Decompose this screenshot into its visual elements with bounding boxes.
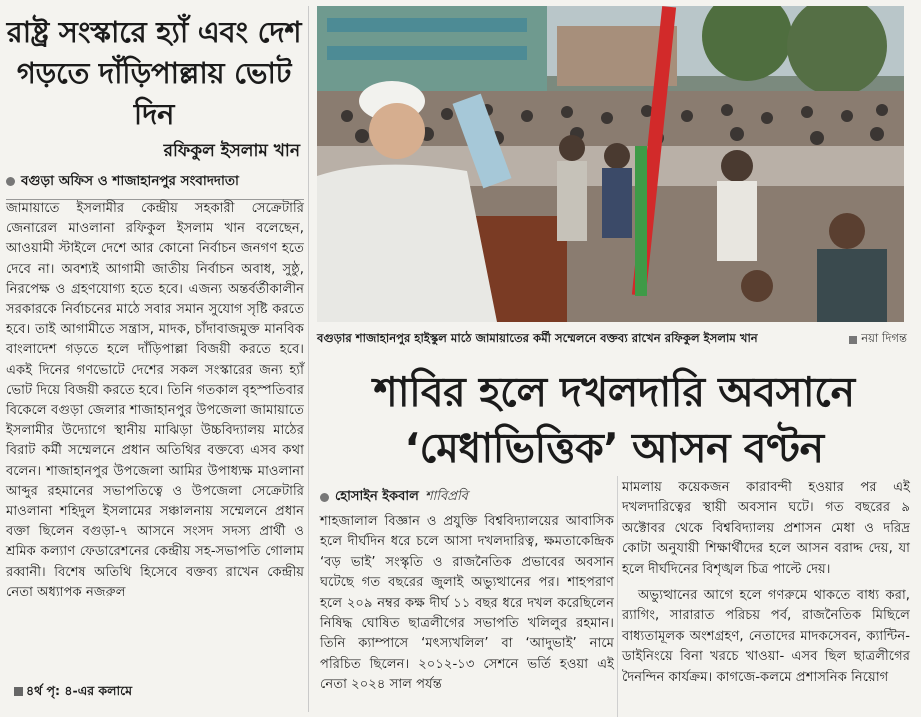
left-jump-text: ৪র্থ পৃ: ৪-এর কলামে [26, 683, 133, 698]
photo-credit-text: নয়া দিগন্ত [861, 331, 907, 345]
left-byline: রফিকুল ইসলাম খান [163, 141, 300, 161]
news-photo [317, 6, 904, 322]
right-article-col2-p1: মামলায় কয়েকজন কারাবন্দী হওয়ার পর এই দখলদারিত্বের স্থায়ী অবসান ঘটে। গত বছরের ৯ অক্টোবর থেকে বিশ্ববিদ্যালয় প্রশাসন মেধা ও দরিদ্র কোটা অনুযায়ী শিক্ষার্থীদের হলে আসন বরাদ্দ দেয়, যা হলে দীর্ঘদিনের বিশৃঙ্খল চিত্র পাল্টে দেয়। [622, 480, 910, 577]
square-bullet-icon [849, 336, 857, 344]
right-org: শাবিপ্রবি [424, 489, 468, 504]
column-divider [617, 476, 618, 717]
right-article-col2-p2: অভ্যুত্থানের আগে হলে গণরুমে থাকতে বাধ্য করা, র‍্যাগিং, সারারাত পরিচয় পর্ব, রাজনৈতিক মিছিলে বাধ্যতামূলক অংশগ্রহণ, নেতাদের মাদকসেবন, ক্যান্টিন-ডাইনিংয়ে বিনা খরচে খাওয়া- এসব ছিল ছাত্রলীগের দৈনন্দিন কার্যক্রম। কাগজে-কলমে প্রশাসনিক নিয়োগ [622, 588, 910, 685]
photo-caption [317, 330, 907, 349]
right-byline: হোসাইন ইকবাল [335, 489, 419, 504]
left-jump[interactable] [6, 683, 304, 703]
right-article-col1: শাহজালাল বিজ্ঞান ও প্রযুক্তি বিশ্ববিদ্যালয়ের আবাসিক হলে দীর্ঘদিন ধরে চলে আসা দখলদারিত্ব, ক্ষমতাকেন্দ্রিক ‘বড় ভাই’ সংস্কৃতি ও রাজনৈতিক প্রভাবের অবসান ঘটেছে গত বছরের জুলাই অভ্যুত্থানের পর। শাহপরাণ হলে ২০৯ নম্বর কক্ষ দীর্ঘ ১১ বছর ধরে দখল করেছিলেন নিষিদ্ধ ঘোষিত ছাত্রলীগের সভাপতি খলিলুর রহমান। তিনি ক্যাম্পাসে ‘মৎস্যখলিল’ বা ‘আদুভাই’ নামে পরিচিত ছিলেন। ২০১২-১৩ সেশনে ভর্তি হওয়া এই নেতা ২০২৪ সাল পর্যন্ত [320, 514, 614, 693]
bullet-icon [6, 177, 15, 186]
right-dateline [320, 487, 614, 508]
photo-credit [849, 330, 907, 349]
rally-photo-illustration [317, 6, 904, 322]
column-divider [308, 6, 309, 712]
right-headline [320, 364, 908, 476]
bullet-icon [320, 493, 329, 502]
photo-caption-text: বগুড়ার শাজাহানপুর হাইস্কুল মাঠে জামায়াতের কর্মী সম্মেলনে বক্তব্য রাখেন রফিকুল ইসলাম খান [317, 331, 758, 345]
right-article-col2 [622, 478, 910, 694]
square-bullet-icon [14, 687, 23, 696]
left-article-text: জামায়াতে ইসলামীর কেন্দ্রীয় সহকারী সেক্রেটারি জেনারেল মাওলানা রফিকুল ইসলাম খান বলেছেন, আওয়ামী স্টাইলে দেশে আর কোনো নির্বাচন জনগণ হতে দেবে না। অবশ্যই আগামী জাতীয় নির্বাচন অবাধ, সুষ্ঠু, নিরপেক্ষ ও গ্রহণযোগ্য হতে হবে। এজন্য অন্তর্বর্তীকালীন সরকারকে নির্বাচনের মাঠে সবার সমান সুযোগ সৃষ্টি করতে হবে। তাই আগামীতে সন্ত্রাস, মাদক, চাঁদাবাজমুক্ত মানবিক বাংলাদেশ গড়তে হলে দাঁড়িপাল্লা বিজয়ী করতে হবে। একই দিনের গণভোটে দেশের সকল সংস্কারের জন্য হ্যাঁ ভোট দিয়ে বিজয়ী করতে হবে। তিনি গতকাল বৃহস্পতিবার বিকেলে বগুড়া জেলার শাজাহানপুর উপজেলা জামায়াতে ইসলামীর উদ্যোগে স্থানীয় মাঝিড়া উচ্চবিদ্যালয় মাঠের বিরাট কর্মী সম্মেলনে প্রধান অতিথির বক্তব্যে এসব কথা বলেন। শাজাহানপুর উপজেলা আমির উপাধ্যক্ষ মাওলানা আব্দুর রহমানের সভাপতিত্বে ও উপজেলা সেক্রেটারি মাওলানা শহিদুল ইসলামের সঞ্চালনায় সম্মেলনে প্রধান বক্তা ছিলেন বগুড়া-৭ আসনে সংসদ সদস্য প্রার্থী ও শ্রমিক কল্যাণ ফেডারেশনের কেন্দ্রীয় সহ-সভাপতি গোলাম রব্বানী। বিশেষ অতিথি হিসেবে বক্তব্য রাখেন কেন্দ্রীয় নেতা অধ্যাপক নজরুল [6, 201, 304, 600]
left-headline: রাষ্ট্র সংস্কারে হ্যাঁ এবং দেশ গড়তে দাঁড়িপাল্লায় ভোট দিন [6, 15, 302, 131]
right-headline-line2: ‘মেধাভিত্তিক’ আসন বণ্টন [404, 424, 824, 472]
left-dateline [6, 170, 304, 200]
left-article-body [6, 199, 304, 603]
right-headline-line1: শাবির হলে দখলদারি অবসানে [373, 368, 855, 416]
left-dateline-text: বগুড়া অফিস ও শাজাহানপুর সংবাদদাতা [21, 173, 239, 189]
